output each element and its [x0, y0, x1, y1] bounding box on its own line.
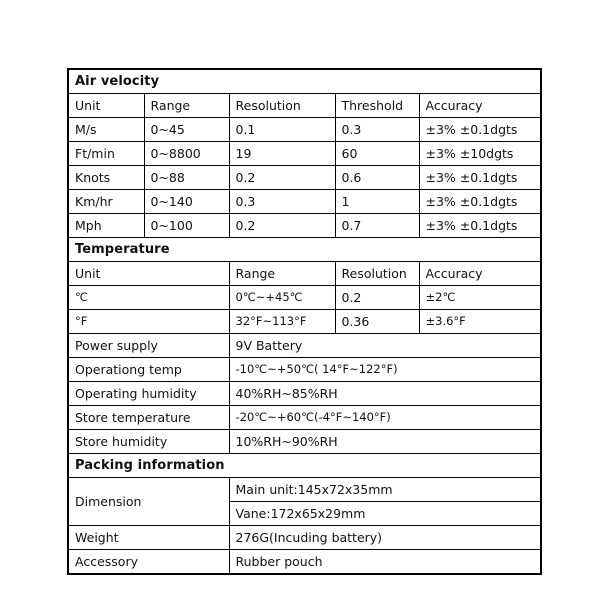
table-row [68, 286, 541, 310]
table-row [68, 334, 541, 358]
cell-range: 0~100 [144, 214, 229, 238]
table-row [68, 142, 541, 166]
cell-range: 0℃~+45℃ [229, 286, 335, 310]
cell-unit: Mph [68, 214, 144, 238]
cell-threshold: 1 [335, 190, 419, 214]
col-header-threshold: Threshold [335, 94, 419, 118]
cell-unit: Km/hr [68, 190, 144, 214]
cell-value-accessory: Rubber pouch [229, 550, 541, 575]
cell-accuracy: ±3% ±0.1dgts [419, 214, 541, 238]
table-row [68, 382, 541, 406]
col-header-range: Range [229, 262, 335, 286]
cell-value-operating-temp: -10℃~+50℃( 14°F~122°F) [229, 358, 541, 382]
column-header-row-air-velocity [68, 94, 541, 118]
col-header-accuracy: Accuracy [419, 94, 541, 118]
cell-label-operating-humidity: Operating humidity [68, 382, 229, 406]
table-row [68, 358, 541, 382]
cell-resolution: 0.1 [229, 118, 335, 142]
cell-value-dimension-main-unit: Main unit:145x72x35mm [229, 478, 541, 502]
table-row [68, 118, 541, 142]
cell-accuracy: ±3% ±10dgts [419, 142, 541, 166]
cell-unit: ℃ [68, 286, 229, 310]
section-title-packing-information: Packing information [68, 454, 541, 478]
section-header-row-air-velocity [68, 69, 541, 94]
cell-resolution: 0.2 [229, 214, 335, 238]
cell-resolution: 19 [229, 142, 335, 166]
cell-threshold: 0.7 [335, 214, 419, 238]
cell-label-power-supply: Power supply [68, 334, 229, 358]
cell-value-power-supply: 9V Battery [229, 334, 541, 358]
cell-range: 0~88 [144, 166, 229, 190]
cell-accuracy: ±3% ±0.1dgts [419, 190, 541, 214]
cell-range: 0~8800 [144, 142, 229, 166]
table-row [68, 166, 541, 190]
cell-resolution: 0.2 [229, 166, 335, 190]
cell-threshold: 60 [335, 142, 419, 166]
table-row [68, 526, 541, 550]
cell-value-weight: 276G(Incuding battery) [229, 526, 541, 550]
table-row [68, 550, 541, 575]
cell-label-store-temperature: Store temperature [68, 406, 229, 430]
col-header-unit: Unit [68, 94, 144, 118]
cell-threshold: 0.3 [335, 118, 419, 142]
cell-label-operating-temp: Operationg temp [68, 358, 229, 382]
col-header-resolution: Resolution [229, 94, 335, 118]
specification-table [67, 68, 542, 575]
table-row [68, 214, 541, 238]
table-row [68, 430, 541, 454]
cell-unit: Ft/min [68, 142, 144, 166]
cell-label-accessory: Accessory [68, 550, 229, 575]
cell-accuracy: ±3% ±0.1dgts [419, 166, 541, 190]
col-header-range: Range [144, 94, 229, 118]
cell-resolution: 0.36 [335, 310, 419, 334]
specification-table-container [67, 68, 540, 575]
cell-label-store-humidity: Store humidity [68, 430, 229, 454]
cell-unit: Knots [68, 166, 144, 190]
section-header-row-temperature [68, 238, 541, 262]
section-title-air-velocity: Air velocity [68, 69, 541, 94]
col-header-accuracy: Accuracy [419, 262, 541, 286]
table-row [68, 190, 541, 214]
cell-value-store-temperature: -20℃~+60℃(-4°F~140°F) [229, 406, 541, 430]
col-header-resolution: Resolution [335, 262, 419, 286]
table-row [68, 310, 541, 334]
table-row [68, 406, 541, 430]
column-header-row-temperature [68, 262, 541, 286]
col-header-unit: Unit [68, 262, 229, 286]
cell-unit: M/s [68, 118, 144, 142]
cell-accuracy: ±3% ±0.1dgts [419, 118, 541, 142]
cell-label-weight: Weight [68, 526, 229, 550]
cell-value-dimension-vane: Vane:172x65x29mm [229, 502, 541, 526]
cell-value-operating-humidity: 40%RH~85%RH [229, 382, 541, 406]
cell-accuracy: ±2℃ [419, 286, 541, 310]
cell-unit: °F [68, 310, 229, 334]
cell-threshold: 0.6 [335, 166, 419, 190]
section-title-temperature: Temperature [68, 238, 541, 262]
table-row [68, 478, 541, 502]
cell-label-dimension: Dimension [68, 478, 229, 526]
cell-resolution: 0.2 [335, 286, 419, 310]
cell-range: 0~140 [144, 190, 229, 214]
section-header-row-packing-information [68, 454, 541, 478]
cell-accuracy: ±3.6°F [419, 310, 541, 334]
cell-range: 32°F~113°F [229, 310, 335, 334]
cell-value-store-humidity: 10%RH~90%RH [229, 430, 541, 454]
cell-range: 0~45 [144, 118, 229, 142]
cell-resolution: 0.3 [229, 190, 335, 214]
